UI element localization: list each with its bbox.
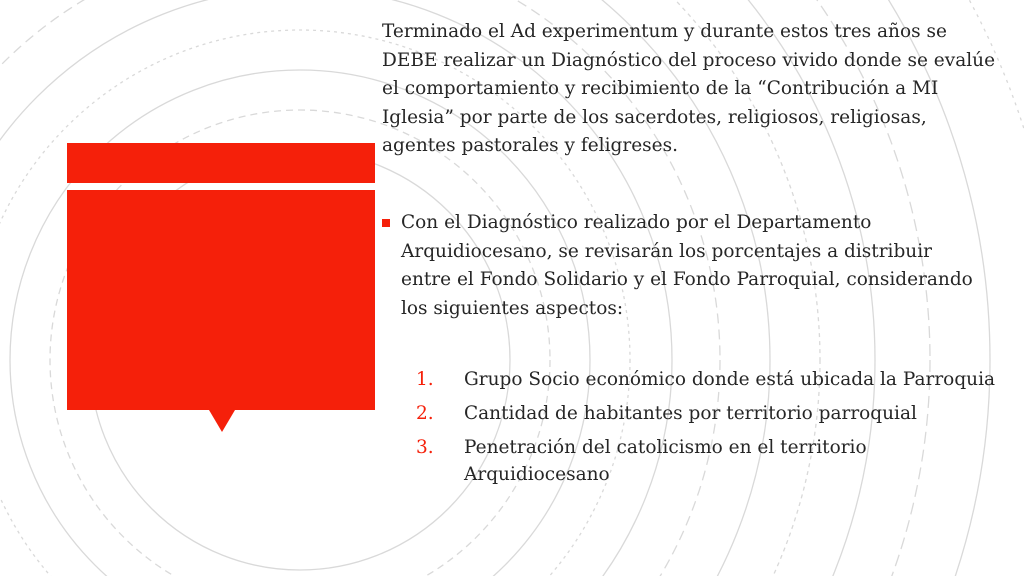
intro-paragraph: Terminado el Ad experimentum y durante estos tres años se DEBE realizar un Diagnóstico del proceso vivido donde se evalúe el comportamiento y recibimiento de la “Contribución a MI Iglesia” por parte de los sacerdotes, religiosos, religiosas, agentes pastorales y feligreses. [382,21,996,156]
list-number: 2. [416,403,434,424]
list-item [416,400,996,427]
list-item [416,366,996,393]
bullet-text: Con el Diagnóstico realizado por el Departamento Arquidiocesano, se revisarán los porcentajes a distribuir entre el Fondo Solidario y el Fondo Parroquial, considerando los siguientes aspectos: [401,212,973,319]
accent-bar [67,143,375,183]
bullet-item [382,209,982,323]
aspects-list [416,366,996,495]
square-bullet-icon [382,219,390,227]
list-item-text: Penetración del catolicismo en el territorio Arquidiocesano [464,437,867,485]
list-item-text: Grupo Socio económico donde está ubicada la Parroquia [464,369,996,390]
list-number: 1. [416,369,434,390]
list-item [416,434,996,488]
list-number: 3. [416,437,434,458]
list-item-text: Cantidad de habitantes por territorio parroquial [464,403,917,424]
accent-block [67,190,375,410]
accent-pointer [209,410,235,432]
